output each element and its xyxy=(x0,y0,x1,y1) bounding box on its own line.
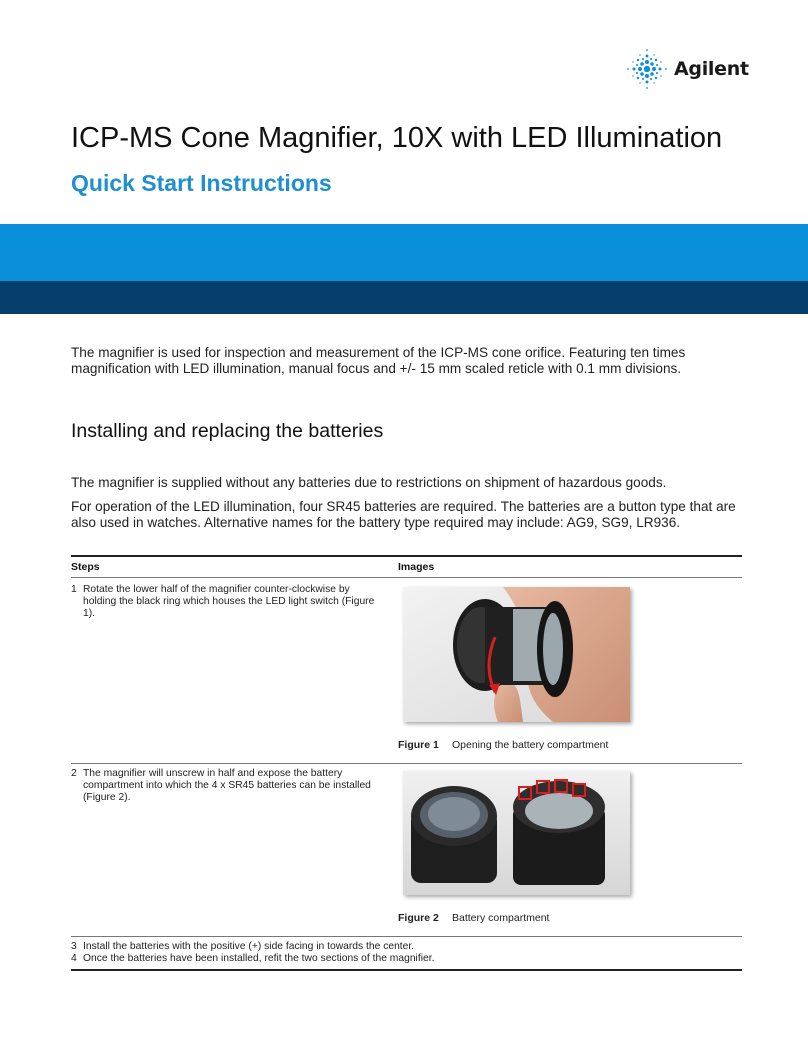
magnifier-rotation-photo xyxy=(403,587,630,722)
step-number: 3 xyxy=(71,941,77,952)
table-row-rule xyxy=(71,763,742,764)
section-heading: Installing and replacing the batteries xyxy=(71,420,384,442)
step-number: 4 xyxy=(71,953,77,964)
step-number: 2 xyxy=(71,768,77,779)
table-bottom-rule xyxy=(71,969,742,971)
figure-label: Figure 2 xyxy=(398,912,439,924)
column-header-images: Images xyxy=(398,561,435,573)
table-row xyxy=(71,953,671,965)
table-top-rule xyxy=(71,555,742,557)
section-paragraph-2: For operation of the LED illumination, four SR45 batteries are required. The batteries are a button type that are also used in watches. Alternative names for the battery type required may include: AG9, SG9, LR936. xyxy=(71,499,736,530)
figure-label: Figure 1 xyxy=(398,739,439,751)
page-subtitle: Quick Start Instructions xyxy=(71,170,332,196)
header-band-light xyxy=(0,224,808,281)
table-row xyxy=(71,584,381,621)
column-header-steps: Steps xyxy=(71,561,100,573)
agilent-spark-icon xyxy=(624,46,670,92)
table-header-rule xyxy=(71,577,742,578)
figure-caption-text: Opening the battery compartment xyxy=(452,739,609,751)
table-row-rule xyxy=(71,936,742,937)
step-text: Rotate the lower half of the magnifier counter-clockwise by holding the black ring which houses the LED light switch (Figure 1). xyxy=(83,584,375,620)
intro-paragraph: The magnifier is used for inspection and measurement of the ICP-MS cone orifice. Featuring ten times magnification with LED illumination, manual focus and +/- 15 mm scaled reticle with 0.1 mm divisions. xyxy=(71,345,686,376)
header-band-dark xyxy=(0,281,808,314)
figure-caption xyxy=(398,912,549,924)
figure-caption xyxy=(398,739,608,751)
logo-text: Agilent xyxy=(674,58,749,80)
step-text: Install the batteries with the positive (+) side facing in towards the center. xyxy=(83,941,415,952)
table-row xyxy=(71,941,671,953)
section-paragraph-1: The magnifier is supplied without any batteries due to restrictions on shipment of hazardous goods. xyxy=(71,475,667,490)
figure-caption-text: Battery compartment xyxy=(452,912,550,924)
step-text: Once the batteries have been installed, refit the two sections of the magnifier. xyxy=(83,953,435,964)
agilent-logo xyxy=(624,46,749,92)
battery-compartment-photo xyxy=(403,771,630,895)
table-row xyxy=(71,768,381,805)
page-title: ICP-MS Cone Magnifier, 10X with LED Illumination xyxy=(71,122,723,154)
step-text: The magnifier will unscrew in half and expose the battery compartment into which the 4 x SR45 batteries can be installed (Figure 2). xyxy=(83,768,371,804)
step-number: 1 xyxy=(71,584,77,595)
